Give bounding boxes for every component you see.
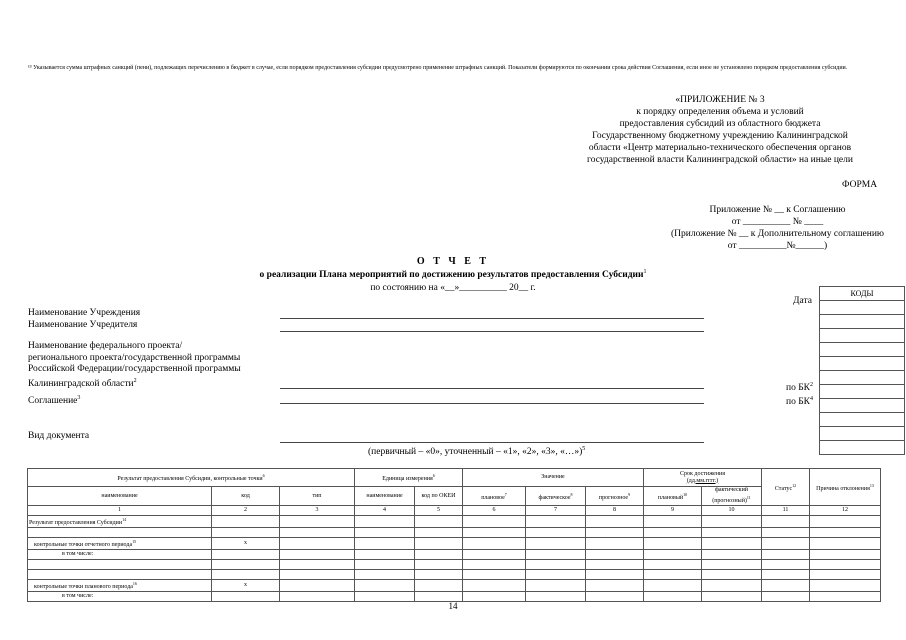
- doc-type-field[interactable]: [280, 442, 704, 443]
- appendix-header: [560, 94, 880, 166]
- appendix-line: государственной власти Калининградской области» на иные цели: [587, 155, 853, 165]
- row-label: в том числе:: [28, 550, 212, 560]
- x-mark: x: [212, 580, 280, 592]
- agreement-line: от __________№______): [727, 241, 828, 251]
- subheader-deadline-planned: плановый$^{10}$: [644, 487, 702, 506]
- column-number: 3: [280, 506, 355, 516]
- row-label: контрольные точки отчетного периода$^{15}$: [28, 538, 212, 550]
- founder-field[interactable]: [280, 331, 704, 332]
- subheader-deadline-actual: фактический (прогнозный)$^{11}$: [702, 487, 762, 506]
- institution-label: Наименование Учреждения: [28, 308, 141, 318]
- column-number: 2: [212, 506, 280, 516]
- footnote-text: ¹³ Указывается сумма штрафных санкций (пени), подлежащих перечислению в бюджет в случае, если порядком предоставления субсидии предусмотрено применение штрафных санкций. Показатели формируются по окончании срока действия Соглашения, если иное не установлено порядком предоставления субсидии.: [28, 65, 848, 71]
- code-cell-empty[interactable]: [820, 343, 905, 357]
- bk2-label: по $БК^2$: [786, 382, 814, 394]
- table-row: [28, 560, 881, 570]
- column-number: 1: [28, 506, 212, 516]
- subheader-planned: плановое$^7$: [463, 487, 526, 506]
- project-label: Наименование федерального проекта/ регионального проекта/государственной программы Российской Федерации/государственной программы Калининградской области$^2$: [28, 341, 241, 389]
- header-value: Значение: [463, 469, 644, 487]
- table-row: [28, 528, 881, 538]
- column-number: 6: [463, 506, 526, 516]
- column-number: 10: [702, 506, 762, 516]
- row-label: в том числе:: [28, 592, 212, 602]
- subheader-unit-name: наименование: [355, 487, 415, 506]
- table-row: [28, 580, 881, 592]
- doc-type-hint: (первичный – «0», уточненный – «1», «2», «3», «…»)$^5$: [368, 446, 586, 458]
- founder-label: Наименование Учредителя: [28, 320, 138, 330]
- report-date-line: по состоянию на «__»__________ 20__ г.: [370, 283, 536, 293]
- code-cell-bk2[interactable]: [820, 385, 905, 399]
- table-row: [28, 550, 881, 560]
- subheader-code: код: [212, 487, 280, 506]
- appendix-line: области «Центр материально-технического обеспечения органов: [588, 143, 852, 153]
- column-number: 7: [526, 506, 586, 516]
- results-table: [27, 468, 881, 602]
- table-row: [28, 570, 881, 580]
- column-number: 12: [810, 506, 881, 516]
- appendix-line: к порядку определения объема и условий: [636, 107, 804, 117]
- page-number: 14: [448, 601, 458, 611]
- row-label: контрольные точки планового периода$^{16}$: [28, 580, 212, 592]
- code-cell-bk4[interactable]: [820, 399, 905, 413]
- x-mark: x: [212, 538, 280, 550]
- column-numbers-row: [28, 506, 881, 516]
- code-cell-date[interactable]: [820, 301, 905, 315]
- project-field[interactable]: [280, 388, 704, 389]
- code-cell-doc-type[interactable]: [820, 427, 905, 441]
- header-reason: Причина отклонения$^{13}$: [810, 469, 881, 506]
- agreement-field[interactable]: [280, 403, 704, 404]
- column-number: 9: [644, 506, 702, 516]
- code-cell-empty[interactable]: [820, 371, 905, 385]
- date-label: Дата: [793, 296, 812, 306]
- column-number: 5: [415, 506, 463, 516]
- header-result: Результат предоставления Субсидии, контрольные точки$^6$: [28, 469, 355, 487]
- code-cell-empty[interactable]: [820, 413, 905, 427]
- agreement-reference: [650, 204, 905, 252]
- codes-table: [819, 286, 905, 455]
- codes-header: КОДЫ: [820, 287, 905, 301]
- table-row: [28, 538, 881, 550]
- column-number: 8: [586, 506, 644, 516]
- subheader-forecast: прогнозное$^9$: [586, 487, 644, 506]
- bk4-label: по $БК^4$: [786, 396, 814, 408]
- form-label: ФОРМА: [842, 180, 878, 190]
- column-number: 11: [762, 506, 810, 516]
- doc-type-label: Вид документа: [28, 431, 90, 441]
- code-cell-empty[interactable]: [820, 441, 905, 455]
- subheader-actual: фактическое$^8$: [526, 487, 586, 506]
- report-title: О Т Ч Е Т: [416, 256, 490, 267]
- subheader-name: наименование: [28, 487, 212, 506]
- code-cell-institution[interactable]: [820, 315, 905, 329]
- header-unit: Единица измерения$^6$: [355, 469, 463, 487]
- column-number: 4: [355, 506, 415, 516]
- appendix-line: предоставления субсидий из областного бюджета: [619, 119, 821, 129]
- code-cell-empty[interactable]: [820, 357, 905, 371]
- code-cell-founder[interactable]: [820, 329, 905, 343]
- table-row: [28, 592, 881, 602]
- table-row: [28, 516, 881, 528]
- agreement-label: Соглашение$^3$: [28, 395, 81, 407]
- agreement-line: (Приложение № __ к Дополнительному соглашению: [670, 229, 885, 239]
- subheader-type: тип: [280, 487, 355, 506]
- subheader-okei: код по ОКЕИ: [415, 487, 463, 506]
- row-label: Результат предоставления Субсидии$^{14}$: [28, 516, 212, 528]
- header-deadline: Срок достижения (дд.мм.гггг.): [644, 469, 762, 487]
- appendix-line: «ПРИЛОЖЕНИЕ № 3: [675, 95, 765, 105]
- header-status: Статус$^{12}$: [762, 469, 810, 506]
- agreement-line: от __________ № ____: [731, 217, 824, 227]
- agreement-line: Приложение № __ к Соглашению: [709, 205, 846, 215]
- report-subtitle: о реализации Плана мероприятий по достижению результатов предоставления Субсидии$^1$: [259, 269, 647, 281]
- institution-field[interactable]: [280, 318, 704, 319]
- appendix-line: Государственному бюджетному учреждению Калининградской: [592, 131, 848, 141]
